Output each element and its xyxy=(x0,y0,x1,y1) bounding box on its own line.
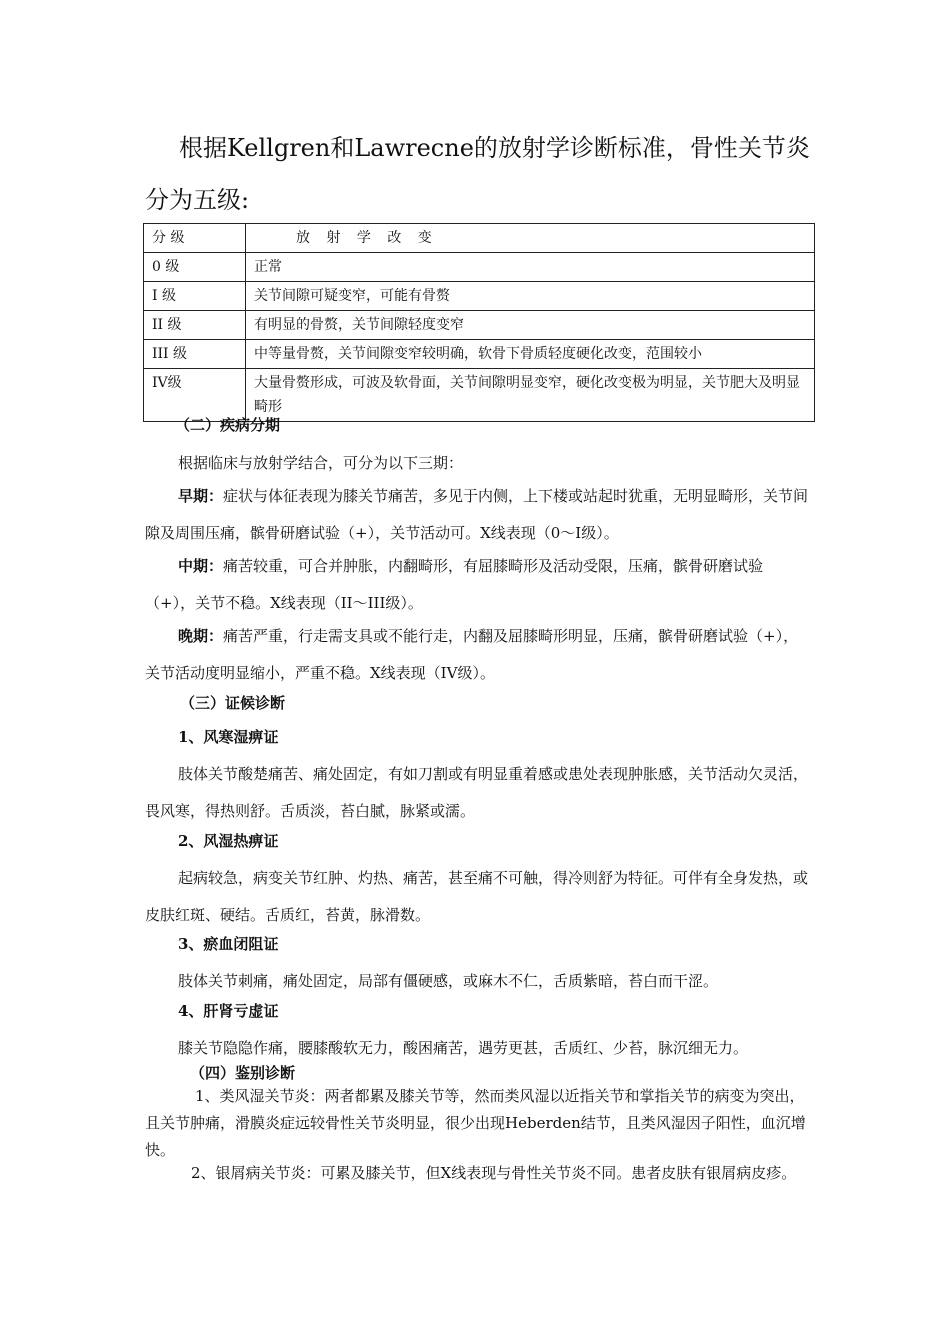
syndrome-text-1: 肢体关节酸楚痛苦、痛处固定，有如刀割或有明显重着感或患处表现肿胀感，关节活动欠灵活，畏风寒，得热则舒。舌质淡，苔白腻，脉紧或濡。 xyxy=(145,765,809,820)
staging-late xyxy=(145,618,810,692)
staging-intro: 根据临床与放射学结合，可分为以下三期： xyxy=(178,454,464,472)
differential-text-2: 2、银屑病关节炎：可累及膝关节，但X线表现与骨性关节炎不同。患者皮肤有银屑病皮疹。 xyxy=(191,1164,797,1182)
table-cell-grade: IV级 xyxy=(144,369,246,422)
staging-middle-text: 痛苦较重，可合并肿胀，内翻畸形，有屈膝畸形及活动受限，压痛，髌骨研磨试验（+），关节不稳。X线表现（II～III级）。 xyxy=(145,557,764,612)
staging-early-label: 早期： xyxy=(178,487,224,505)
syndrome-heading-2: 2、风湿热痹证 xyxy=(178,832,279,850)
syndrome-heading-4: 4、肝肾亏虚证 xyxy=(178,1002,279,1020)
table-cell-change: 正常 xyxy=(246,253,815,282)
intro-paragraph: 根据Kellgren和Lawrecne的放射学诊断标准，骨性关节炎分为五级: xyxy=(145,134,810,214)
staging-early-text: 症状与体征表现为膝关节痛苦，多见于内侧，上下楼或站起时犹重，无明显畸形，关节间隙及周围压痛，髌骨研磨试验（+），关节活动可。X线表现（0～I级）。 xyxy=(145,487,809,542)
table-header-grade: 分 级 xyxy=(144,224,246,253)
section-heading-syndrome: （三）证候诊断 xyxy=(180,694,286,712)
staging-middle-label: 中期： xyxy=(178,557,224,575)
table-row xyxy=(144,253,815,282)
syndrome-text-2: 起病较急，病变关节红肿、灼热、痛苦，甚至痛不可触，得冷则舒为特征。可伴有全身发热，或皮肤红斑、硬结。舌质红，苔黄，脉滑数。 xyxy=(145,869,809,924)
staging-early xyxy=(145,478,810,552)
table-row xyxy=(144,282,815,311)
table-header-row xyxy=(144,224,815,253)
section-heading-differential: （四）鉴别诊断 xyxy=(190,1064,296,1082)
staging-middle xyxy=(145,548,810,622)
grade-table xyxy=(143,223,815,422)
table-cell-grade: III 级 xyxy=(144,340,246,369)
syndrome-heading-3: 3、瘀血闭阻证 xyxy=(178,935,279,953)
staging-late-text: 痛苦严重，行走需支具或不能行走，内翻及屈膝畸形明显，压痛，髌骨研磨试验（+），关节活动度明显缩小，严重不稳。X线表现（IV级）。 xyxy=(145,627,799,682)
differential-text-1: 1、类风湿关节炎：两者都累及膝关节等，然而类风湿以近指关节和掌指关节的病变为突出，且关节肿痛，滑膜炎症远较骨性关节炎明显，很少出现Heberden结节，且类风湿因子阳性，血沉增快。 xyxy=(145,1087,806,1159)
table-cell-change: 中等量骨赘，关节间隙变窄较明确，软骨下骨质轻度硬化改变，范围较小 xyxy=(246,340,815,369)
table-header-change: 放 射 学 改 变 xyxy=(246,224,815,253)
table-row xyxy=(144,340,815,369)
table-cell-grade: II 级 xyxy=(144,311,246,340)
syndrome-text-3: 肢体关节刺痛，痛处固定，局部有僵硬感，或麻木不仁，舌质紫暗，苔白而干涩。 xyxy=(178,972,719,990)
staging-late-label: 晚期： xyxy=(178,627,224,645)
syndrome-heading-1: 1、风寒湿痹证 xyxy=(178,728,279,746)
table-cell-change: 有明显的骨赘，关节间隙轻度变窄 xyxy=(246,311,815,340)
table-cell-grade: I 级 xyxy=(144,282,246,311)
table-cell-change: 大量骨赘形成，可波及软骨面，关节间隙明显变窄，硬化改变极为明显，关节肥大及明显畸形 xyxy=(246,369,815,422)
section-heading-staging: （二）疾病分期 xyxy=(175,416,281,434)
table-row xyxy=(144,311,815,340)
table-cell-grade: 0 级 xyxy=(144,253,246,282)
table-cell-change: 关节间隙可疑变窄，可能有骨赘 xyxy=(246,282,815,311)
syndrome-text-4: 膝关节隐隐作痛，腰膝酸软无力，酸困痛苦，遇劳更甚，舌质红、少苔，脉沉细无力。 xyxy=(178,1039,749,1057)
